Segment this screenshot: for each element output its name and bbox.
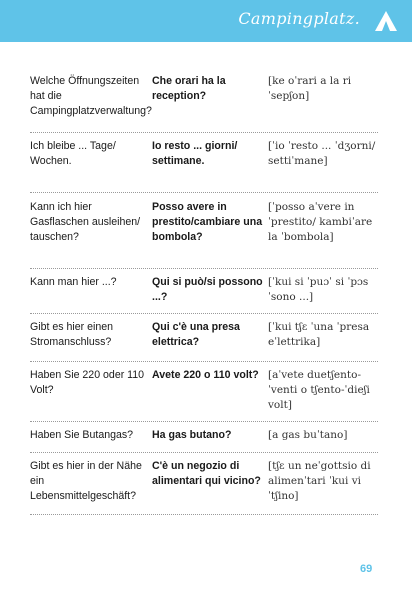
phrase-row bbox=[30, 453, 378, 515]
german-phrase: Gibt es hier in der Nähe ein Lebensmittelgeschäft? bbox=[30, 460, 142, 502]
phrase-row bbox=[30, 314, 378, 362]
italian-phrase: Qui si può/si possono ...? bbox=[152, 276, 263, 303]
pronunciation: [a gas buˈtano] bbox=[268, 429, 348, 441]
phrase-table bbox=[30, 74, 378, 515]
pronunciation: [ˈposso aˈvere in ˈprestito/ kambiˈare la ˈbombola] bbox=[268, 201, 373, 243]
pronunciation: [ˈkui tʃɛ ˈuna ˈpresa eˈlettrika] bbox=[268, 321, 370, 348]
pronunciation: [ˈio ˈresto ... ˈdʒorni/ settiˈmane] bbox=[268, 140, 376, 167]
italian-phrase: Che orari ha la reception? bbox=[152, 75, 226, 102]
german-phrase: Kann ich hier Gasflaschen ausleihen/ tauschen? bbox=[30, 201, 141, 243]
phrase-row bbox=[30, 133, 378, 193]
phrase-row bbox=[30, 422, 378, 453]
german-phrase: Kann man hier ...? bbox=[30, 276, 117, 288]
section-title: Campingplatz. bbox=[238, 9, 360, 28]
italian-phrase: Ha gas butano? bbox=[152, 429, 232, 441]
phrase-row bbox=[30, 74, 378, 133]
german-phrase: Ich bleibe ... Tage/ Wochen. bbox=[30, 140, 116, 167]
pronunciation: [ke oˈrari a la riˈsepʃon] bbox=[268, 75, 352, 102]
german-phrase: Haben Sie 220 oder 110 Volt? bbox=[30, 369, 145, 396]
phrase-row bbox=[30, 193, 378, 269]
german-phrase: Welche Öffnungszeiten hat die Campingplatzverwaltung? bbox=[30, 75, 152, 117]
italian-phrase: Avete 220 o 110 volt? bbox=[152, 369, 259, 381]
italian-phrase: Qui c'è una presa elettrica? bbox=[152, 321, 240, 348]
tent-icon bbox=[374, 10, 398, 32]
italian-phrase: Posso avere in prestito/cambiare una bombola? bbox=[152, 201, 263, 243]
phrase-row bbox=[30, 362, 378, 422]
german-phrase: Haben Sie Butangas? bbox=[30, 429, 134, 441]
header-bar bbox=[0, 0, 412, 42]
italian-phrase: C'è un negozio di alimentari qui vicino? bbox=[152, 460, 261, 487]
phrase-row bbox=[30, 269, 378, 314]
german-phrase: Gibt es hier einen Stromanschluss? bbox=[30, 321, 114, 348]
page-number: 69 bbox=[360, 563, 373, 575]
pronunciation: [tʃɛ un neˈgottsio di alimenˈtari ˈkui viˈtʃino] bbox=[268, 460, 371, 502]
italian-phrase: Io resto ... giorni/ settimane. bbox=[152, 140, 238, 167]
pronunciation: [aˈvete duetʃento-ˈventi o tʃento-ˈdieʃi volt] bbox=[268, 369, 370, 411]
pronunciation: [ˈkui si ˈpuɔˈ si ˈpɔsˈsono ...] bbox=[268, 276, 369, 303]
